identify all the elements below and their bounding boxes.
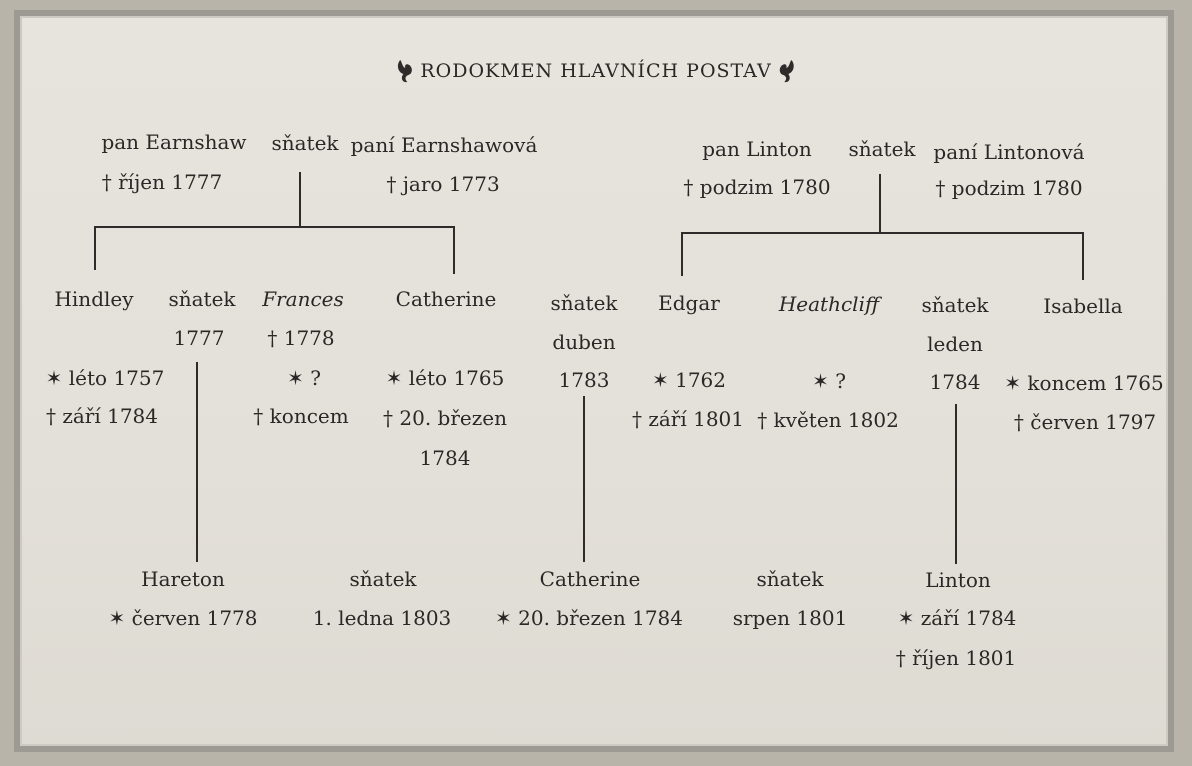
death-mark: † [895, 646, 906, 670]
pani-earnshawova-death-date: jaro 1773 [402, 172, 500, 196]
birth-mark: ✶ [495, 606, 512, 630]
hindley-birth-date: léto 1757 [68, 366, 165, 390]
pani-lintonova-name: paní Lintonová [933, 140, 1085, 164]
connector-linton-jr-line [955, 404, 957, 564]
catherine-death [383, 406, 507, 430]
death-mark: † [267, 326, 278, 350]
diagram-title [394, 56, 797, 86]
death-mark: † [935, 176, 946, 200]
isabella-name: Isabella [1043, 294, 1123, 318]
birth-mark: ✶ [108, 606, 126, 630]
catherine-death-date: 20. březen [399, 406, 507, 430]
edgar-name: Edgar [658, 291, 720, 315]
linton-death-date: říjen 1801 [912, 646, 1017, 670]
marriage-hareton-label: sňatek [349, 567, 417, 591]
marriage-hindley-label: sňatek [168, 287, 236, 311]
hareton-birth [109, 606, 258, 630]
heathcliff-name: Heathcliff [778, 292, 880, 316]
isabella-birth [1004, 371, 1163, 395]
marriage-edgar-month: duben [552, 330, 616, 354]
isabella-birth-date: koncem 1765 [1027, 371, 1164, 395]
edgar-birth [652, 368, 726, 392]
frances-death [253, 404, 348, 428]
connector-edgar-drop [681, 232, 683, 276]
heathcliff-birth [812, 369, 846, 393]
death-mark: † [631, 407, 642, 431]
marriage-earnshaw-label: sňatek [271, 131, 339, 155]
pan-linton-death [683, 175, 830, 199]
marriage-edgar-year: 1783 [558, 368, 610, 392]
death-mark: † [683, 175, 694, 199]
connector-catherine-drop [453, 226, 455, 274]
hareton-birth-date: červen 1778 [131, 606, 258, 630]
hindley-death-date: září 1784 [62, 404, 159, 428]
death-mark: † [757, 408, 768, 432]
connector-linton-stem [879, 174, 881, 234]
birth-mark: ✶ [385, 366, 403, 390]
connector-earnshaw-bar [94, 226, 455, 228]
death-mark: † [1013, 410, 1024, 434]
edgar-death-date: září 1801 [648, 407, 745, 431]
hareton-name: Hareton [141, 567, 225, 591]
heathcliff-death-date: květen 1802 [773, 408, 899, 432]
connector-linton-bar [681, 232, 1084, 234]
marriage-heathcliff-label: sňatek [921, 293, 989, 317]
birth-mark: ✶ [897, 606, 915, 630]
birth-mark: ✶ [812, 369, 829, 393]
marriage-linton-label: sňatek [848, 137, 916, 161]
marriage-hareton-date: 1. ledna 1803 [312, 606, 452, 630]
marriage-linton-jr-date: srpen 1801 [732, 606, 848, 630]
catherine-jr-birth [495, 606, 683, 630]
leaf-ornament-left-icon [394, 56, 416, 86]
pani-earnshawova-name: paní Earnshawová [350, 133, 538, 157]
catherine-birth [386, 366, 505, 390]
marriage-edgar-label: sňatek [550, 291, 618, 315]
pani-earnshawova-death [386, 172, 499, 196]
marriage-heathcliff-year: 1784 [929, 370, 981, 394]
death-mark: † [101, 170, 112, 194]
isabella-death [1014, 410, 1156, 434]
catherine-birth-date: léto 1765 [408, 366, 505, 390]
pan-linton-death-date: podzim 1780 [699, 175, 831, 199]
connector-isabella-drop [1082, 232, 1084, 280]
linton-birth [898, 606, 1017, 630]
death-mark: † [386, 172, 397, 196]
heathcliff-death [757, 408, 899, 432]
frances-date [267, 326, 334, 350]
birth-mark: ✶ [45, 366, 63, 390]
heathcliff-birth-date: ? [835, 369, 846, 393]
marriage-heathcliff-month: leden [927, 332, 983, 356]
pani-lintonova-death [935, 176, 1082, 200]
birth-mark: ✶ [287, 366, 304, 390]
leaf-ornament-right-icon [776, 56, 798, 86]
death-mark: † [45, 404, 56, 428]
pan-linton-name: pan Linton [702, 137, 812, 161]
frances-birth [287, 366, 321, 390]
catherine-death-year: 1784 [419, 446, 471, 470]
catherine-name: Catherine [395, 287, 497, 311]
death-mark: † [253, 404, 264, 428]
linton-birth-date: září 1784 [920, 606, 1017, 630]
connector-hareton-line [196, 362, 198, 562]
title-text: RODOKMEN HLAVNÍCH POSTAV [420, 60, 772, 82]
linton-death [896, 646, 1017, 670]
edgar-birth-date: 1762 [675, 368, 727, 392]
marriage-hindley-year: 1777 [173, 326, 225, 350]
linton-name: Linton [925, 568, 991, 592]
birth-mark: ✶ [1004, 371, 1022, 395]
connector-hindley-drop [94, 226, 96, 270]
frances-death-date: koncem [269, 404, 349, 428]
frances-name: Frances [262, 287, 344, 311]
birth-mark: ✶ [651, 368, 669, 392]
pani-lintonova-death-date: podzim 1780 [951, 176, 1083, 200]
pan-earnshaw-death [102, 170, 223, 194]
pan-earnshaw-name: pan Earnshaw [101, 130, 247, 154]
connector-catherine-jr-line [583, 396, 585, 562]
hindley-death [46, 404, 158, 428]
pan-earnshaw-death-date: říjen 1777 [118, 170, 223, 194]
edgar-death [632, 407, 744, 431]
frances-birth-date: ? [310, 366, 321, 390]
hindley-birth [46, 366, 165, 390]
hindley-name: Hindley [54, 287, 134, 311]
marriage-linton-jr-label: sňatek [756, 567, 824, 591]
death-mark: † [383, 406, 394, 430]
catherine-jr-name: Catherine [539, 567, 641, 591]
catherine-jr-birth-date: 20. březen 1784 [518, 606, 683, 630]
frances-date-value: 1778 [283, 326, 335, 350]
connector-earnshaw-stem [299, 172, 301, 228]
isabella-death-date: červen 1797 [1030, 410, 1157, 434]
